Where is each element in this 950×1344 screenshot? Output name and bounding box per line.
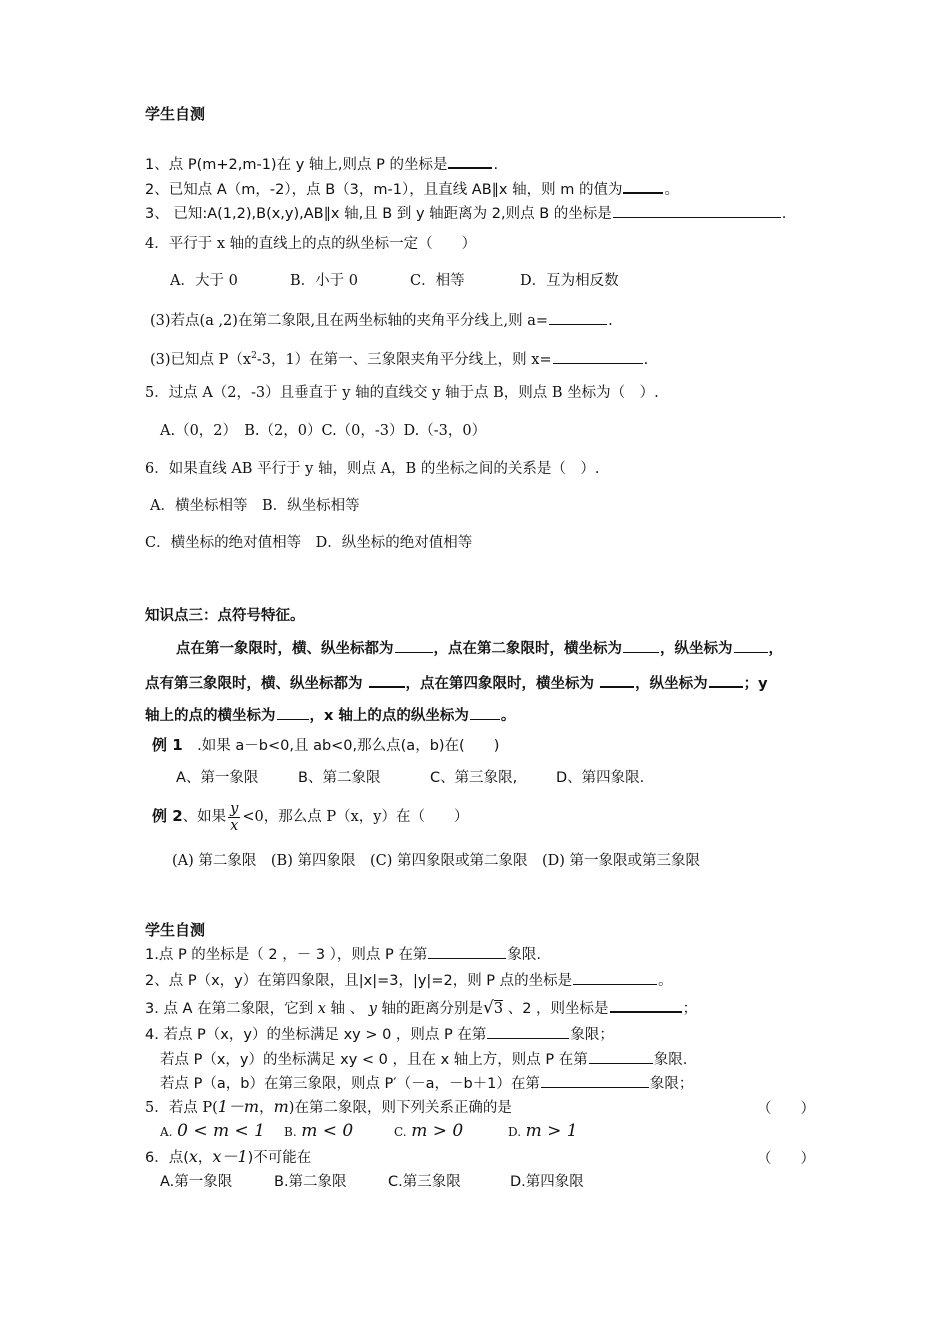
s3-q4b-blank[interactable] bbox=[589, 1049, 653, 1064]
s1-question-3 bbox=[145, 203, 786, 224]
s3-q6-pre: 6．点( bbox=[145, 1150, 189, 1166]
s2-p1d: ， bbox=[768, 641, 783, 657]
s2-p1a: 点在第一象限时，横、纵坐标都为 bbox=[176, 641, 394, 657]
s1-q6-options-ab[interactable]: A．横坐标相等 B．纵坐标相等 bbox=[150, 498, 360, 514]
s1-question-4: 4．平行于 x 轴的直线上的点的纵坐标一定（ ） bbox=[145, 236, 477, 252]
s2-ex2-label: 例 2 bbox=[152, 807, 183, 825]
s3-q6-expr: x－1 bbox=[212, 1147, 248, 1166]
s1-q4c-sup: 2 bbox=[251, 351, 257, 361]
s3-q1-blank[interactable] bbox=[428, 944, 506, 959]
s1-question-6: 6．如果直线 AB 平行于 y 轴，则点 A，B 的坐标之间的关系是（ ）. bbox=[145, 461, 600, 477]
s2-para-line-1 bbox=[176, 638, 783, 659]
s1-q1-blank[interactable] bbox=[448, 153, 492, 169]
s2-p3a: 轴上的点的横坐标为 bbox=[145, 708, 276, 724]
s3-q5-expr: 1－m bbox=[217, 1097, 260, 1116]
s3-q6-options bbox=[160, 1172, 584, 1192]
s2-ex2-frac-den: x bbox=[230, 817, 239, 834]
s1-q4-option-d[interactable]: D．互为相反数 bbox=[520, 273, 619, 289]
sqrt-icon: √3 bbox=[483, 998, 504, 1018]
s1-q2-text: 2、已知点 A（m，-2），点 B（3，m-1），且直线 AB∥x 轴，则 m 的值为 bbox=[145, 182, 623, 198]
s3-q5-option-b[interactable] bbox=[284, 1121, 394, 1142]
s3-q4a-blank[interactable] bbox=[487, 1024, 569, 1039]
s2-blank-q4x[interactable] bbox=[600, 672, 634, 688]
s3-q6-mid: ， bbox=[197, 1150, 213, 1166]
s1-q4c-post: -3，1）在第一、三象限夹角平分线上，则 x= bbox=[256, 351, 552, 368]
s3-question-4c bbox=[160, 1073, 693, 1094]
s2-p2a: 点有第三象限时，横、纵坐标都为 bbox=[145, 676, 368, 692]
s3-q2-text: 2、点 P（x，y）在第四象限，且|x|=3，|y|=2，则 P 点的坐标是 bbox=[145, 973, 573, 989]
s3-q3-blank[interactable] bbox=[610, 997, 682, 1013]
s3-q5-option-a-expr: 0 < m < 1 bbox=[177, 1121, 265, 1141]
s1-question-4b bbox=[150, 310, 613, 331]
s3-q5-option-b-expr: m < 0 bbox=[301, 1121, 354, 1141]
s3-question-6 bbox=[145, 1147, 311, 1168]
s3-q5-option-b-label: B. bbox=[284, 1125, 297, 1139]
s3-q4c-end: 象限； bbox=[649, 1076, 694, 1092]
s3-q3-pre: 3. 点 A 在第二象限，它到 bbox=[145, 1001, 314, 1017]
s3-q4c-text: 若点 P（a，b）在第三象限，则点 P′（－a，－b＋1）在第 bbox=[160, 1076, 540, 1092]
s3-q6-option-a[interactable]: A.第一象限 bbox=[160, 1174, 233, 1190]
s2-p1b: ，点在第二象限时，横坐标为 bbox=[433, 641, 622, 657]
s2-p3c: 。 bbox=[500, 708, 516, 724]
s3-question-2 bbox=[145, 970, 673, 991]
s3-question-4b bbox=[160, 1049, 687, 1070]
s2-p1c: ，纵坐标为 bbox=[660, 641, 733, 657]
s1-q4c-blank[interactable] bbox=[553, 349, 643, 364]
s2-blank-q2x[interactable] bbox=[623, 638, 659, 653]
s3-q3-mid2: 轴的距离分别是 bbox=[381, 1001, 484, 1017]
s3-q4a-end: 象限； bbox=[570, 1027, 614, 1043]
s3-q5-options bbox=[160, 1121, 578, 1142]
s1-question-2 bbox=[145, 178, 679, 200]
s2-ex2-post: <0，那么点 P（x，y）在（ ） bbox=[242, 809, 469, 825]
s1-q2-end: 。 bbox=[664, 182, 679, 198]
s3-q3-mid1: 轴 、 bbox=[330, 1001, 365, 1017]
s1-q4-options bbox=[170, 271, 619, 291]
s3-q3-y: y bbox=[368, 1001, 377, 1017]
s2-example-2 bbox=[152, 797, 468, 836]
s3-q1-text: 1.点 P 的坐标是（ 2 ，－ 3 ），则点 P 在第 bbox=[145, 947, 428, 963]
s3-q4b-end: 象限. bbox=[653, 1052, 688, 1068]
s2-p2b: ，点在第四象限时，横坐标为 bbox=[405, 676, 600, 692]
s3-q6-option-c[interactable]: C.第三象限 bbox=[388, 1174, 461, 1190]
s2-blank-q2y[interactable] bbox=[734, 638, 768, 653]
s2-p3b: ，x 轴上的点的纵坐标为 bbox=[309, 708, 469, 724]
s3-q5-mid: ， bbox=[259, 1100, 274, 1116]
s2-ex1-option-b[interactable]: B、第二象限 bbox=[298, 770, 381, 786]
s3-question-3 bbox=[145, 997, 697, 1019]
s2-ex1-option-c[interactable]: C、第三象限, bbox=[430, 770, 518, 786]
s2-ex1-option-d[interactable]: D、第四象限. bbox=[556, 770, 645, 786]
s3-question-4a bbox=[145, 1024, 614, 1045]
s3-question-5 bbox=[145, 1097, 512, 1118]
s1-question-4c bbox=[150, 346, 648, 370]
s1-q4b-text: (3)若点(a ,2)在第二象限,且在两坐标轴的夹角平分线上,则 a= bbox=[150, 313, 549, 329]
s2-ex1-options bbox=[176, 768, 644, 788]
s2-para-line-2 bbox=[145, 672, 768, 694]
s1-q4b-end: . bbox=[608, 313, 613, 329]
s3-q4a-text: 4. 若点 P（x，y）的坐标满足 xy > 0 ，则点 P 在第 bbox=[145, 1027, 487, 1043]
s1-q1-end: . bbox=[493, 157, 499, 173]
section1-heading: 学生自测 bbox=[145, 105, 206, 123]
s1-q4c-pre: (3)已知点 P（x bbox=[150, 351, 252, 368]
s2-ex2-frac-num: y bbox=[230, 800, 239, 817]
s3-q3-sqrt-radicand: 3 bbox=[493, 1001, 504, 1017]
s3-q2-blank[interactable] bbox=[573, 970, 657, 985]
s1-q4b-blank[interactable] bbox=[549, 310, 607, 325]
s3-q3-post: 、2 ，则坐标是 bbox=[503, 1001, 609, 1017]
s2-ex2-fraction bbox=[228, 801, 240, 834]
s3-q5-answer-paren[interactable]: （ ） bbox=[757, 1101, 815, 1117]
s3-q1-end: 象限. bbox=[507, 947, 542, 963]
s1-q4-option-b[interactable]: B．小于 0 bbox=[290, 273, 358, 289]
s2-p2d: ；y bbox=[743, 676, 768, 692]
s3-q5-option-a-label: A. bbox=[160, 1125, 173, 1139]
s3-q3-end: ； bbox=[682, 1001, 698, 1017]
s2-ex2-pre: 、如果 bbox=[182, 809, 227, 825]
s2-para-line-3 bbox=[145, 705, 515, 726]
s3-q5-pre: 5．若点 P( bbox=[145, 1100, 218, 1116]
s2-blank-q4y[interactable] bbox=[709, 672, 743, 688]
s3-q4c-blank[interactable] bbox=[541, 1073, 649, 1088]
section3-heading: 学生自测 bbox=[145, 921, 206, 939]
s1-q6-options-cd[interactable]: C．横坐标的绝对值相等 D．纵坐标的绝对值相等 bbox=[145, 535, 473, 551]
s2-example-1 bbox=[152, 735, 499, 756]
s2-p2c: ，纵坐标为 bbox=[635, 676, 708, 692]
s3-q4b-text: 若点 P（x，y）的坐标满足 xy < 0 ，且在 x 轴上方，则点 P 在第 bbox=[160, 1052, 588, 1068]
s1-q3-text: 3、 已知:A(1,2),B(x,y),AB∥x 轴,且 B 到 y 轴距离为 2,则点 B 的坐标是 bbox=[145, 206, 612, 222]
s2-blank-q1[interactable] bbox=[395, 638, 433, 653]
s3-q5-option-c-label: C. bbox=[394, 1125, 407, 1139]
s1-q1-text: 1、点 P(m+2,m-1)在 y 轴上,则点 P 的坐标是 bbox=[145, 157, 448, 173]
section2-heading: 知识点三：点符号特征。 bbox=[145, 608, 305, 624]
s3-q5-option-d-label: D. bbox=[508, 1125, 522, 1139]
s1-q4-option-c[interactable]: C．相等 bbox=[410, 273, 465, 289]
s3-question-1 bbox=[145, 944, 541, 965]
s3-q2-end: 。 bbox=[658, 973, 673, 989]
s1-question-5: 5．过点 A（2，-3）且垂直于 y 轴的直线交 y 轴于点 B，则点 B 坐标为（ ）. bbox=[145, 385, 659, 401]
s2-ex1-option-a[interactable]: A、第一象限 bbox=[176, 770, 259, 786]
s2-blank-xaxis[interactable] bbox=[470, 705, 500, 720]
s3-q5-option-c-expr: m > 0 bbox=[411, 1121, 464, 1141]
s2-blank-q3[interactable] bbox=[369, 672, 405, 688]
s1-q4-option-a[interactable]: A．大于 0 bbox=[170, 273, 238, 289]
s3-q5-m: m bbox=[273, 1097, 289, 1116]
s3-q6-option-b[interactable]: B.第二象限 bbox=[274, 1174, 347, 1190]
s1-q3-blank[interactable] bbox=[613, 203, 781, 218]
s3-q5-option-d-expr: m > 1 bbox=[525, 1121, 578, 1141]
s3-q6-answer-paren[interactable]: （ ） bbox=[757, 1151, 815, 1167]
s3-q5-option-c[interactable] bbox=[394, 1121, 508, 1142]
s1-q4c-end: . bbox=[643, 351, 649, 368]
s3-q6-x: x bbox=[188, 1147, 198, 1166]
s2-ex1-text: .如果 a－b<0,且 ab<0,那么点(a，b)在( ) bbox=[182, 738, 500, 754]
s3-q5-post: )在第二象限，则下列关系正确的是 bbox=[288, 1100, 512, 1116]
s3-q5-option-d[interactable] bbox=[508, 1121, 578, 1142]
s1-q3-end: . bbox=[781, 206, 787, 222]
s1-q2-blank[interactable] bbox=[623, 178, 663, 194]
s3-q6-post: )不可能在 bbox=[247, 1150, 312, 1166]
s3-q3-x: x bbox=[317, 1001, 326, 1017]
s3-q6-option-d[interactable]: D.第四象限 bbox=[510, 1174, 584, 1190]
s3-q5-option-a[interactable] bbox=[160, 1121, 284, 1142]
s2-blank-yaxis[interactable] bbox=[277, 705, 309, 720]
s2-ex2-options[interactable]: (A) 第二象限 (B) 第四象限 (C) 第四象限或第二象限 (D) 第一象限或第三象限 bbox=[172, 853, 701, 869]
s1-question-1 bbox=[145, 153, 498, 175]
s2-ex1-label: 例 1 bbox=[152, 736, 183, 754]
s1-q5-options[interactable]: A.（0，2） B.（2，0）C.（0，-3）D.（-3，0） bbox=[160, 423, 487, 439]
